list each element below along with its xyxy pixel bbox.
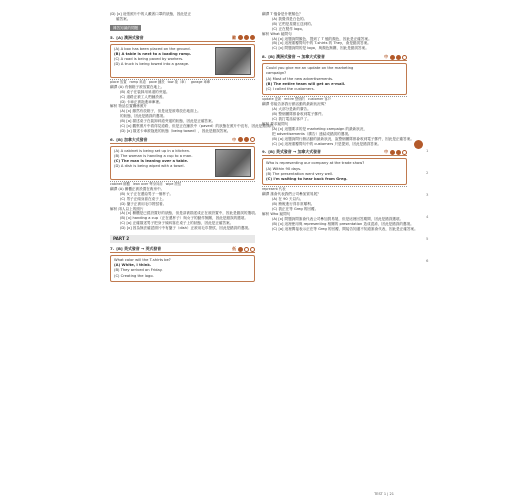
option: (A) Most of the new advertisements.: [266, 76, 334, 81]
translation-line: (B) 它們是星期五送到的。: [272, 21, 315, 26]
question-number: 9.: [262, 149, 267, 155]
analysis-line: 解析 Who 疑問句: [262, 211, 291, 216]
option: (C) Creating the logo.: [114, 273, 154, 278]
difficulty-label: 中: [384, 149, 388, 155]
vocab-word: lean over 彎身向前: [132, 181, 163, 186]
translation-line: (A) 我覺得是白色的。: [272, 16, 308, 21]
option-correct: (A) White, I think.: [114, 263, 152, 268]
difficulty-label: 低: [232, 246, 236, 252]
translation-line: (C) 道路正被工人們鋪設著。: [120, 94, 166, 99]
translation-line: 翻譯 誰會代表我們公司參加貿易展？: [262, 192, 321, 197]
option: (B) They arrived on Friday.: [114, 268, 163, 273]
part-heading: PART 2: [110, 235, 255, 243]
vocab-word: entire 整個的: [284, 97, 305, 102]
translation-line: (C) 我打電話給客戶了。: [272, 116, 311, 121]
translation-line: (B) 整個團隊都會收到電子郵件。: [272, 112, 326, 117]
vocab-word: pave 鋪設: [148, 79, 165, 84]
chapter-number: 3: [426, 192, 429, 197]
vocab-word: tow 拖（車）: [167, 79, 188, 84]
question-title: [B] 加拿大式發音: [116, 136, 148, 142]
question-header-6: [110, 137, 255, 144]
question-text: Could you give me an update on the marketing: [266, 66, 354, 71]
difficulty-dots: [238, 35, 255, 40]
question-header-9: [262, 149, 407, 156]
analysis-line: 把 advertisements（廣告）連結成錯誤的選項。: [272, 131, 352, 136]
analysis-line: (A) [x] 問題詢問誰會代表公司參加貿易展，但是這裡回答期間，因此是錯誤選項。: [272, 216, 404, 221]
question-header-8: [262, 54, 407, 61]
option-correct: (B) The entire team will get an e-mail.: [266, 81, 346, 86]
option: (C) I called the customers.: [266, 87, 315, 92]
option: (C) A road is being paved by workers.: [114, 57, 184, 62]
question-box-8: [262, 63, 407, 95]
question-text: Who is representing our company at the trade show?: [266, 161, 365, 166]
translation-line: 翻譯 (A) 有個箱子被放置在地上。: [110, 84, 165, 89]
translation-line: 翻譯 T 恤會是什麼顏色？: [262, 12, 303, 16]
translation-line: 翻譯 (A) 櫥櫃正被設置在廚房中。: [110, 186, 165, 191]
chapter-number: 1: [426, 148, 429, 153]
question-header-5: [110, 35, 255, 42]
difficulty-label: 中: [384, 54, 388, 60]
question-text: What color will the T-shirts be?: [114, 258, 171, 263]
difficulty-label: 難: [232, 34, 236, 40]
option-correct: (C) The man is leaning over a table.: [114, 159, 189, 164]
option: (A) Within 90 days.: [266, 166, 302, 171]
question-photo: [215, 47, 251, 75]
question-box-6: [110, 146, 255, 180]
analysis-line: (B) [x] 這裡重覆問句中的 T-shirts 的 They，會是錯誤答案。: [272, 41, 371, 46]
vocab-word: wipe 擦拭: [165, 181, 181, 186]
difficulty-dots: [238, 247, 255, 252]
textbook-page: [110, 12, 418, 490]
question-title: [B] 英式發音 → 英式發音: [116, 246, 162, 252]
vocab-word: update 更新: [262, 97, 282, 102]
vocab-word: cabinet 櫥櫃: [110, 181, 130, 186]
option-correct: (C) I'm waiting to hear back from Greg.: [266, 177, 348, 182]
analysis-line: 解析 兩人以上的照片: [110, 206, 144, 211]
analysis-line: (C) [x] 觀察照片中看得見道路，但是正在鋪設中（paved）的狀態在照片中沒有，因此是錯誤的。: [120, 124, 277, 129]
question-title: [A] 澳洲式發音: [116, 34, 144, 40]
analysis-line: (C) [o] 正確描述男子把身子傾斜靠在桌子上的狀態，因此是正確答案。: [120, 221, 234, 226]
translation-line: (A) 在 90 天以內。: [272, 197, 304, 202]
analysis-line: (D) [x] 描述卡車被拖進的狀態（being towed），因此是錯誤答案。: [120, 128, 231, 133]
vocab-word: represent 代表: [262, 187, 286, 192]
option: (B) The woman is handing a cup to a man.: [114, 154, 193, 159]
analysis-line: (A) [o] 這題詢問顏色，提到了 T 恤的顏色，因此是正確答案。: [272, 36, 372, 41]
question-title: [B] 英式發音 → 加拿大式發音: [268, 149, 321, 155]
question-text: campaign?: [266, 71, 287, 76]
difficulty-dots: [238, 137, 255, 142]
analysis-line: (C) [o] 這裡間接表示正在等 Greg 的回覆，間接告知還不知道誰會代表，因此是正確答案。: [272, 226, 418, 231]
translation-line: (C) 正在製作 logo。: [272, 26, 306, 31]
chapter-number: 5: [426, 236, 429, 241]
analysis-line: 解析 物品位置關係照片: [110, 104, 148, 109]
right-column: [262, 12, 418, 231]
difficulty-label: 中: [232, 136, 236, 142]
top-line: (D) [x] 這張照片中的人戴著口罩的狀態，因此是正: [110, 12, 192, 16]
chapter-number: 2: [426, 170, 429, 175]
vocab-word: customer 客戶: [307, 97, 332, 102]
chapter-number: 6: [426, 258, 429, 263]
difficulty-dots: [390, 150, 407, 155]
question-box-5: [110, 44, 255, 78]
question-title: [B] 澳洲式發音 → 加拿大式發音: [268, 54, 325, 60]
translation-line: (C) 男子正傾身靠在桌子上。: [120, 196, 166, 201]
analysis-line: 解析 要求疑問句: [262, 121, 289, 126]
option: (D) A dish is being wiped with a towel.: [114, 164, 185, 169]
translation-line: 翻譯 你能告訴我行銷活動的最新狀況嗎？: [262, 102, 328, 107]
question-number: 7.: [110, 246, 115, 252]
analysis-line: (D) [x] 因為無法確認照片中有盤子（dish）正被用毛巾擦拭，因此是錯誤的選項。: [120, 226, 252, 231]
translation-line: (B) 簡報進行得非常順利。: [272, 202, 315, 207]
option: (B) The presentation went very well.: [266, 171, 334, 176]
difficulty-dots: [390, 55, 407, 60]
question-photo: [215, 149, 251, 177]
analysis-line: (A) [x] 這題要求的是 marketing campaign 的最新狀況，: [272, 126, 368, 131]
top-line: 確答案。: [116, 16, 131, 21]
option: (A) A cabinet is being set up in a kitchen.: [114, 148, 191, 153]
chapter-thumb-active: [414, 140, 423, 149]
analysis-line: (A) [x] 櫥櫃是已經設置好的狀態，但是卻被描述成正在被設置中，因此是錯誤的選項。: [120, 211, 259, 216]
chapter-number: 4: [426, 214, 429, 219]
analysis-line: (A) [x] 雖然有放箱子，但是這是被堆放在地面上。: [120, 109, 201, 114]
vocab-word: ramp 斜道: [129, 79, 146, 84]
translation-line: (D) 卡車正被拖進車庫裡。: [120, 99, 163, 104]
page-footer: TEST 1 | 21: [374, 492, 394, 496]
question-number: 8.: [262, 54, 267, 60]
question-number: 5.: [110, 34, 115, 40]
section-tag: 雜答知識的問題: [110, 25, 141, 31]
translation-line: (A) 大部分是新的廣告。: [272, 107, 311, 112]
analysis-line: (C) [x] 問題詢問的是 logo，與顏色無關，因此是錯誤答案。: [272, 46, 369, 51]
option-correct: (B) A table is next to a loading ramp.: [114, 52, 192, 57]
question-number: 6.: [110, 136, 115, 142]
analysis-line: (C) [x] 這裡重覆問句中的 customers 只是提到，因此是錯誤答案。: [272, 141, 382, 146]
translation-line: (B) 女子正在遞給男子一個杯子。: [120, 191, 174, 196]
question-box-9: [262, 158, 407, 185]
analysis-line: (B) [o] 這題詢問行銷活動的最新狀況，說整個團隊都會收到電子郵件，因此是正確答案。: [272, 136, 414, 141]
analysis-line: 的狀態，因此是錯誤的選項。: [120, 114, 167, 119]
option: (A) A box has been placed on the ground.: [114, 46, 191, 51]
question-box-7: [110, 255, 255, 282]
translation-line: (B) 桌子在裝卸用斜道的旁邊。: [120, 89, 170, 94]
analysis-line: (B) [x] 這裡使用與 representing 相關的 presentation 造成混淆，因此是錯誤的選項。: [272, 221, 414, 226]
option: (D) A truck is being towed into a garage.: [114, 62, 190, 67]
analysis-line: 解析 What 疑問句: [262, 31, 292, 36]
translation-line: (D) 盤子正被用毛巾擦拭著。: [120, 201, 167, 206]
analysis-line: (B) [x] handing a cup（正在遞杯子）與女子的動作無關，因此是錯誤的選項。: [120, 216, 248, 221]
analysis-line: (B) [o] 描述桌子在裝卸斜道旁邊的狀態，因此是正確答案。: [120, 119, 216, 124]
vocab-word: garage 車庫: [190, 79, 211, 84]
question-header-7: [110, 246, 255, 253]
translation-line: (C) 我正在等 Greg 的回覆。: [272, 206, 319, 211]
vocab-word: place 放置: [110, 79, 127, 84]
